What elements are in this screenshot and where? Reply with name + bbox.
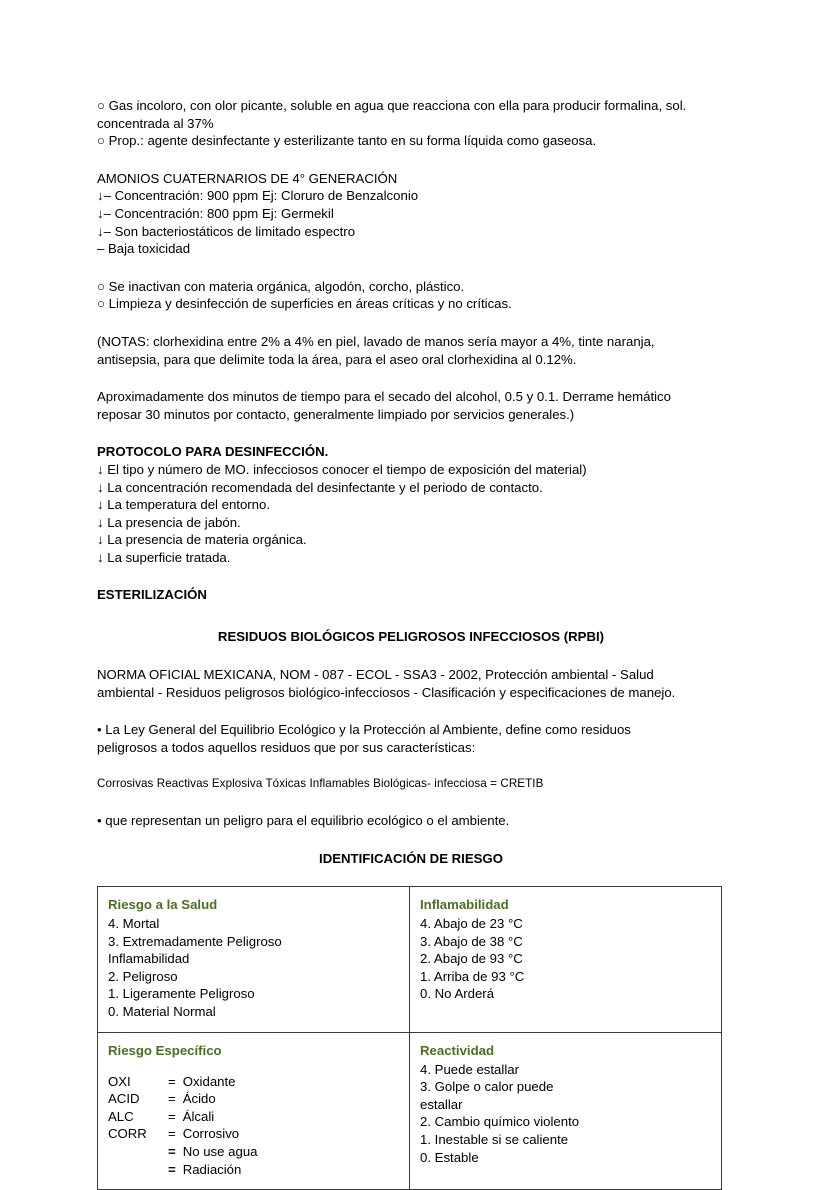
spacer — [97, 368, 725, 388]
protocolo-item-3: ↓ La temperatura del entorno. — [97, 497, 271, 513]
salud-line-2: 3. Extremadamente Peligroso — [108, 933, 282, 949]
equals-sign-1: = — [168, 1073, 176, 1089]
reactividad-line-6: 0. Estable — [420, 1149, 479, 1165]
equals-sign-6: = — [168, 1161, 176, 1177]
salud-line-4: 2. Peligroso — [108, 968, 178, 984]
spacer — [97, 756, 725, 776]
specific-risk-codes — [108, 1073, 258, 1179]
inactivacion-line-2: ○ Limpieza y desinfección de superficies en áreas críticas y no críticas. — [97, 296, 512, 312]
cell-inflamabilidad — [410, 887, 722, 1033]
equals-sign-4: = — [168, 1126, 176, 1142]
code-row — [108, 1161, 258, 1179]
protocolo-item-2: ↓ La concentración recomendada del desinfectante y el periodo de contacto. — [97, 479, 543, 495]
cell-riesgo-especifico — [98, 1032, 410, 1190]
cretib-line: Corrosivas Reactivas Explosiva Tóxicas Inflamables Biológicas- infecciosa = CRETIB — [97, 777, 544, 791]
code-label-2: ACID — [108, 1091, 140, 1107]
cell-title-reactividad: Reactividad — [420, 1042, 495, 1058]
reactividad-line-3: estallar — [420, 1096, 463, 1112]
formaldehyde-block — [97, 97, 725, 150]
salud-line-3: Inflamabilidad — [108, 951, 190, 967]
table-row — [98, 887, 722, 1033]
inactivacion-block — [97, 278, 725, 313]
reactividad-line-2: 3. Golpe o calor puede — [420, 1079, 554, 1095]
esterilizacion-title: ESTERILIZACIÓN — [97, 587, 207, 603]
cell-riesgo-salud — [98, 887, 410, 1033]
notas-line-2: antisepsia, para que delimite toda la área, para el aseo oral clorhexidina al 0.12%. — [97, 351, 577, 367]
salud-line-5: 1. Ligeramente Peligroso — [108, 986, 255, 1002]
code-label-4: CORR — [108, 1126, 147, 1142]
ley-block — [97, 721, 725, 756]
rpbi-title: RESIDUOS BIOLÓGICOS PELIGROSOS INFECCIOSOS (RPBI) — [217, 629, 605, 645]
amonios-item-3: ↓– Son bacteriostáticos de limitado espectro — [97, 223, 356, 239]
reactividad-line-1: 4. Puede estallar — [420, 1061, 519, 1077]
amonios-item-1: ↓– Concentración: 900 ppm Ej: Cloruro de Benzalconio — [97, 188, 419, 204]
document-content — [97, 97, 725, 1190]
reactividad-line-5: 1. Inestable si se caliente — [420, 1131, 569, 1147]
alcohol-line-2: reposar 30 minutos por contacto, generalmente limpiado por servicios generales.) — [97, 406, 575, 422]
spacer — [97, 423, 725, 443]
reactividad-line-4: 2. Cambio químico violento — [420, 1114, 580, 1130]
code-label-1: OXI — [108, 1073, 131, 1089]
spacer — [97, 566, 725, 586]
protocolo-item-1: ↓ El tipo y número de MO. infecciosos conocer el tiempo de exposición del material) — [97, 461, 587, 477]
code-row — [108, 1108, 258, 1126]
protocolo-item-4: ↓ La presencia de jabón. — [97, 514, 241, 530]
cell-title-especifico: Riesgo Específico — [108, 1042, 222, 1058]
code-value-5: No use agua — [182, 1143, 258, 1159]
spacer — [97, 604, 725, 628]
code-row — [108, 1073, 258, 1091]
spacer — [97, 258, 725, 278]
equals-sign-3: = — [168, 1108, 176, 1124]
identificacion-title: IDENTIFICACIÓN DE RIESGO — [319, 851, 503, 867]
inflamabilidad-line-2: 3. Abajo de 38 °C — [420, 933, 523, 949]
amonios-block — [97, 170, 725, 258]
spacer — [97, 830, 725, 850]
protocolo-title: PROTOCOLO PARA DESINFECCIÓN. — [97, 444, 329, 460]
code-value-4: Corrosivo — [182, 1126, 240, 1142]
inflamabilidad-line-1: 4. Abajo de 23 °C — [420, 916, 523, 932]
code-value-2: Ácido — [182, 1091, 216, 1107]
code-row — [108, 1143, 258, 1161]
code-value-3: Álcali — [182, 1108, 215, 1124]
protocolo-item-5: ↓ La presencia de materia orgánica. — [97, 532, 307, 548]
code-row — [108, 1090, 258, 1108]
formaldehyde-line-2: concentrada al 37% — [97, 115, 214, 131]
cell-reactividad — [410, 1032, 722, 1190]
alcohol-block — [97, 388, 725, 423]
spacer — [97, 313, 725, 333]
equals-sign-5: = — [168, 1143, 176, 1159]
spacer — [97, 646, 725, 666]
norma-block — [97, 666, 725, 701]
code-label-6 — [108, 1161, 168, 1179]
code-value-1: Oxidante — [182, 1073, 236, 1089]
spacer — [97, 701, 725, 721]
spacer — [97, 792, 725, 812]
inflamabilidad-line-4: 1. Arriba de 93 °C — [420, 968, 525, 984]
spacer — [108, 1061, 409, 1073]
formaldehyde-line-3: ○ Prop.: agente desinfectante y esterilizante tanto en su forma líquida como gaseosa. — [97, 133, 597, 149]
norma-line-1: NORMA OFICIAL MEXICANA, NOM - 087 - ECOL - SSA3 - 2002, Protección ambiental - Salud — [97, 667, 654, 683]
ley-line-1: • La Ley General del Equilibrio Ecológico y la Protección al Ambiente, define como residuos — [97, 722, 631, 738]
inflamabilidad-line-5: 0. No Arderá — [420, 986, 495, 1002]
code-value-6: Radiación — [182, 1161, 242, 1177]
notas-block — [97, 333, 725, 368]
salud-line-1: 4. Mortal — [108, 916, 160, 932]
code-label-3: ALC — [108, 1108, 134, 1124]
risk-identification-table — [97, 886, 722, 1190]
spacer — [97, 150, 725, 170]
peligro-line: • que representan un peligro para el equilibrio ecológico o el ambiente. — [97, 813, 510, 829]
alcohol-line-1: Aproximadamente dos minutos de tiempo para el secado del alcohol, 0.5 y 0.1. Derrame hemático — [97, 389, 671, 405]
amonios-item-2: ↓– Concentración: 800 ppm Ej: Germekil — [97, 205, 334, 221]
protocolo-item-6: ↓ La superficie tratada. — [97, 549, 231, 565]
code-row — [108, 1125, 258, 1143]
norma-line-2: ambiental - Residuos peligrosos biológico-infecciosos - Clasificación y especificaciones de manejo. — [97, 684, 676, 700]
cell-title-inflamabilidad: Inflamabilidad — [420, 897, 509, 913]
table-row — [98, 1032, 722, 1190]
inactivacion-line-1: ○ Se inactivan con materia orgánica, algodón, corcho, plástico. — [97, 278, 465, 294]
inflamabilidad-line-3: 2. Abajo de 93 °C — [420, 951, 523, 967]
amonios-item-4: – Baja toxicidad — [97, 241, 191, 257]
cell-title-salud: Riesgo a la Salud — [108, 897, 218, 913]
formaldehyde-line-1: ○ Gas incoloro, con olor picante, soluble en agua que reacciona con ella para producir formalina, sol. — [97, 98, 687, 113]
salud-line-6: 0. Material Normal — [108, 1004, 216, 1019]
code-label-5 — [108, 1143, 168, 1161]
ley-line-2: peligrosos a todos aquellos residuos que por sus características: — [97, 739, 476, 755]
notas-line-1: (NOTAS: clorhexidina entre 2% a 4% en piel, lavado de manos sería mayor a 4%, tinte naranja, — [97, 333, 655, 349]
amonios-title: AMONIOS CUATERNARIOS DE 4° GENERACIÓN — [97, 170, 398, 186]
protocolo-block — [97, 443, 725, 566]
equals-sign-2: = — [168, 1091, 176, 1107]
